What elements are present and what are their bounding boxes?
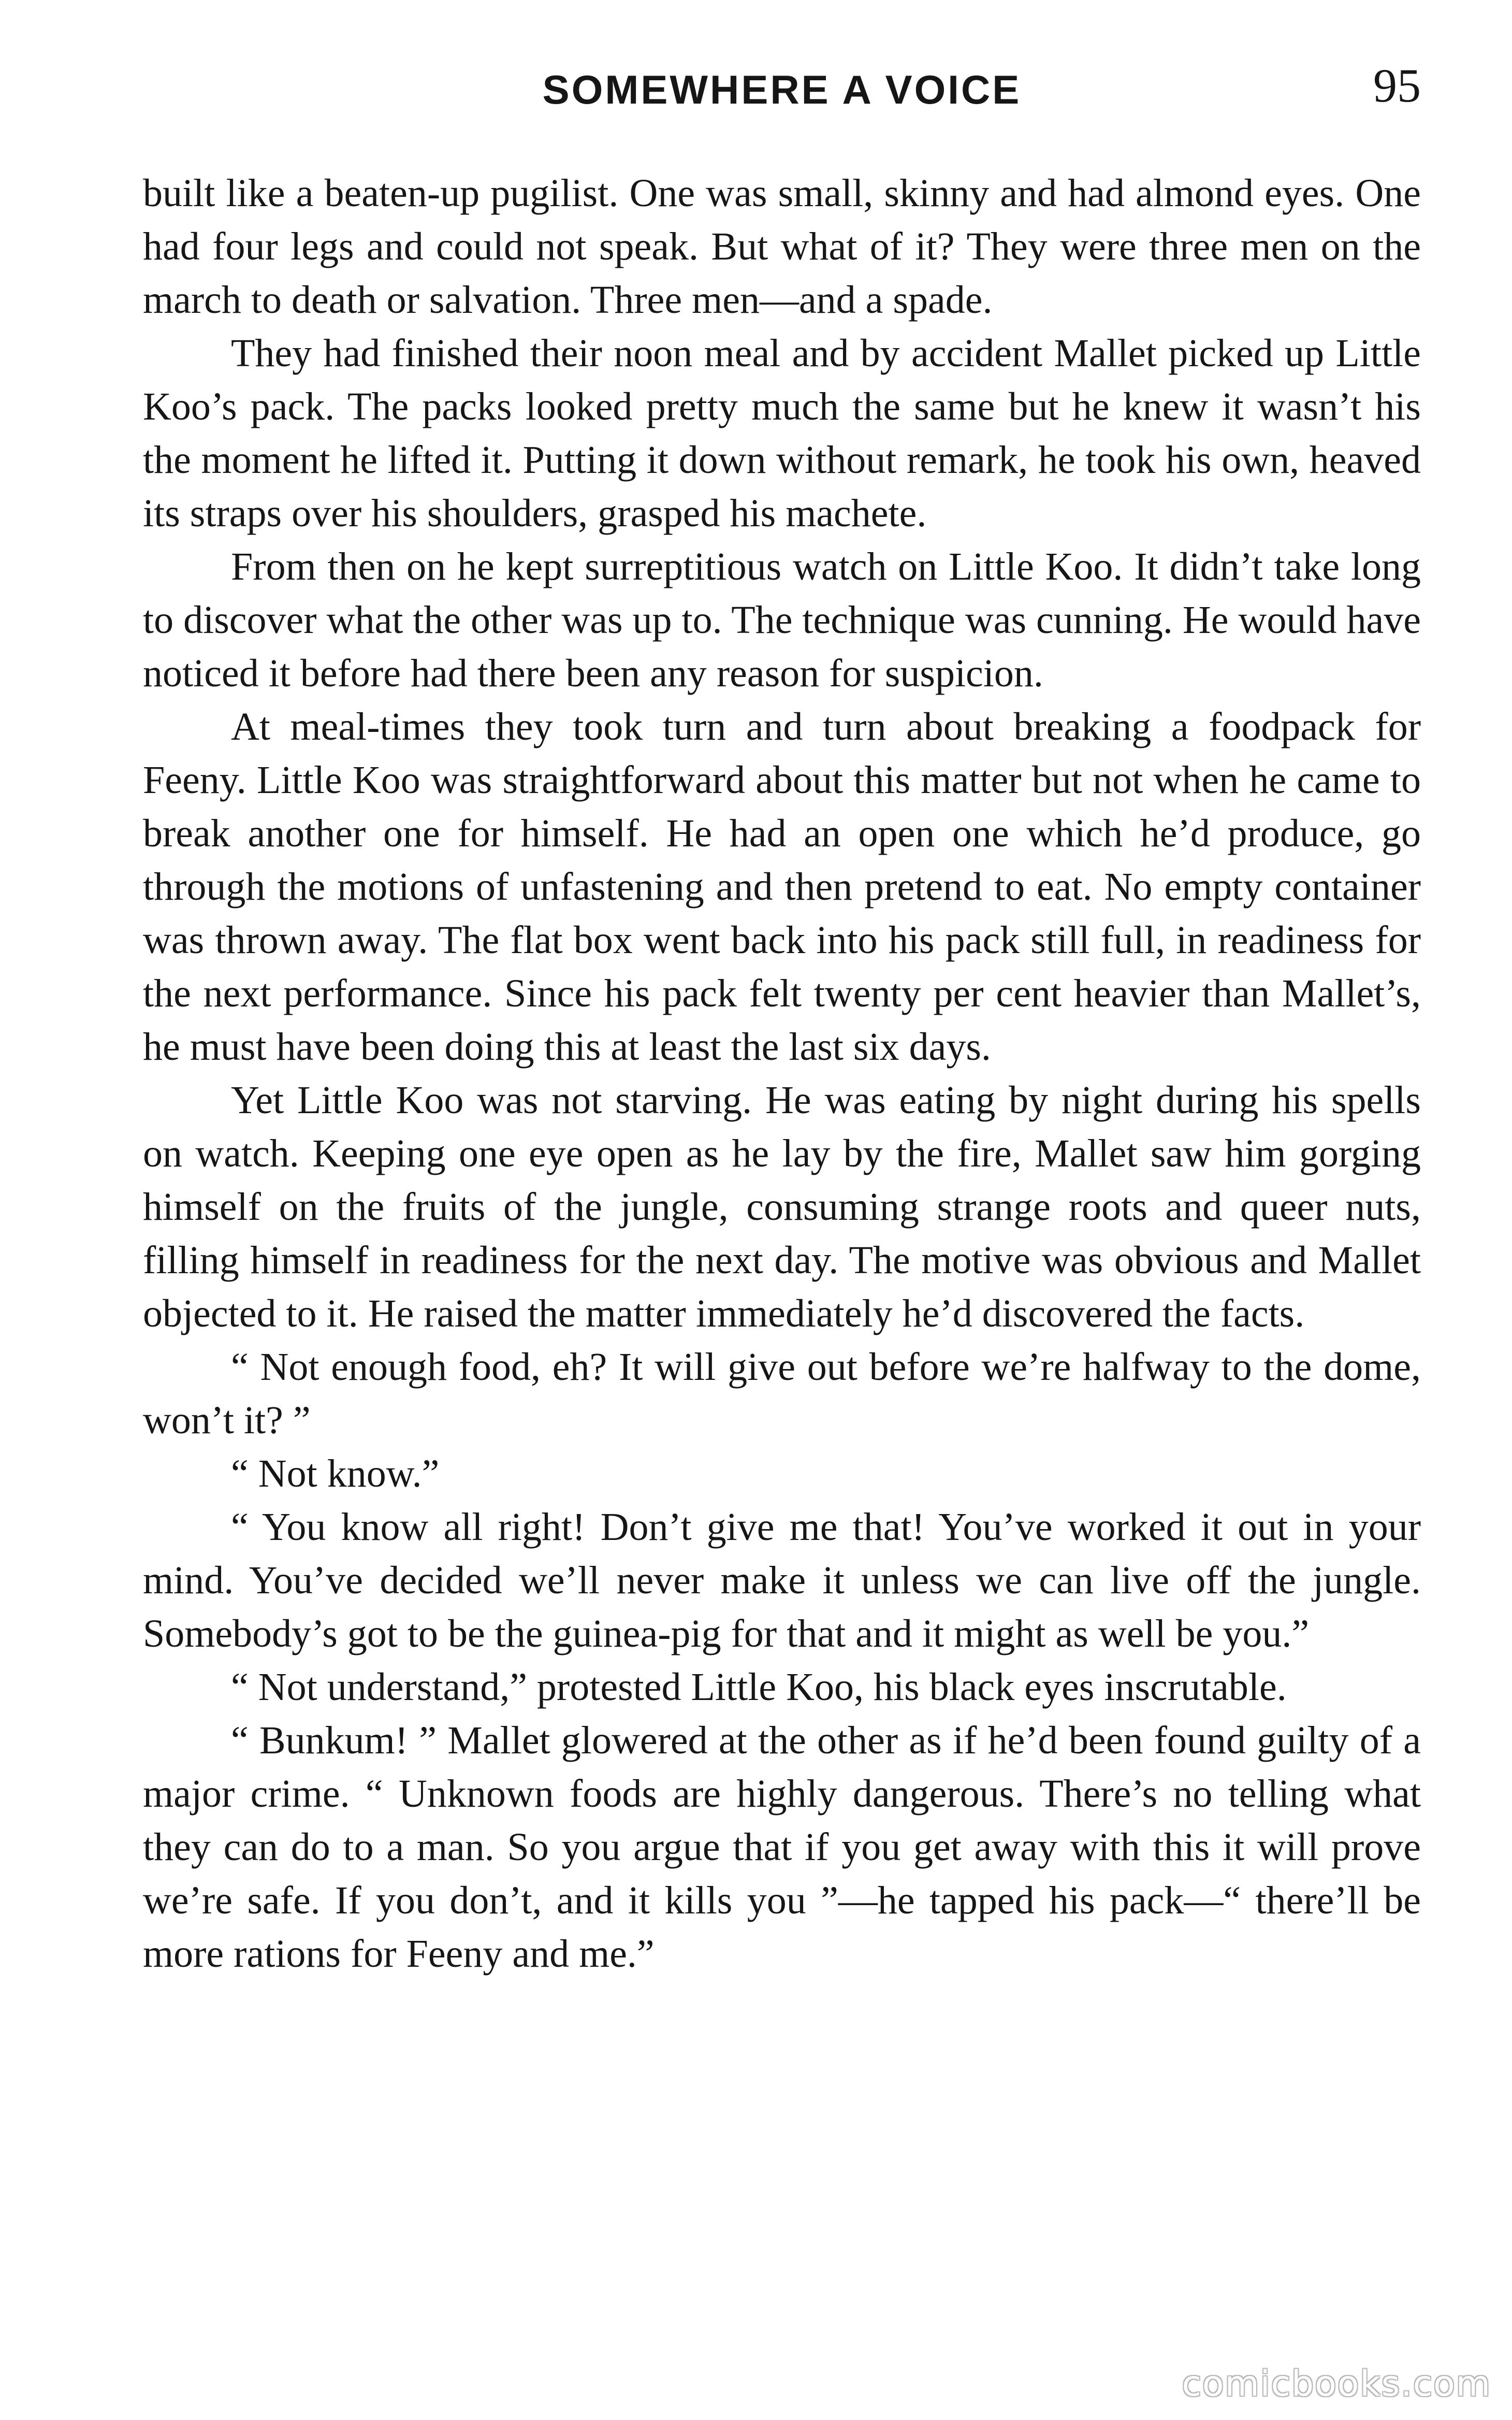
paragraph-9: “ Not understand,” protested Little Koo, his black eyes inscrutable.	[231, 1665, 1287, 1709]
page-header	[143, 58, 1421, 131]
paragraph-6: “ Not enough food, eh? It will give out before we’re halfway to the dome, won’t it? ”	[143, 1345, 1421, 1442]
paragraph-5: Yet Little Koo was not starving. He was eating by night during his spells on watch. Keeping one eye open as he lay by the fire, Mallet saw him gorging himself on the fruits of the jungle, consuming strange roots and queer nuts, filling himself in readiness for the next day. The motive was obvious and Mallet objected to it. He raised the matter immediately he’d discovered the facts.	[143, 1078, 1421, 1335]
running-head: SOMEWHERE A VOICE	[542, 67, 1022, 112]
page-number: 95	[1373, 59, 1421, 112]
paragraph-10: “ Bunkum! ” Mallet glowered at the other as if he’d been found guilty of a major crime. “ Unknown foods are highly dangerous. There’s no telling what they can do to a man. So you argue that if you get away with this it will prove we’re safe. If you don’t, and it kills you ”—he tapped his pack—“ there’ll be more rations for Feeny and me.”	[143, 1719, 1421, 1976]
paragraph-7: “ Not know.”	[231, 1452, 440, 1495]
paragraph-3: From then on he kept surreptitious watch on Little Koo. It didn’t take long to discover what the other was up to. The technique was cunning. He would have noticed it before had there been any reason for suspicion.	[143, 545, 1421, 695]
paragraph-4: At meal-times they took turn and turn about breaking a foodpack for Feeny. Little Koo was straightforward about this matter but not when he came to break another one for himself. He had an open one which he’d produce, go through the motions of unfastening and then pretend to eat. No empty container was thrown away. The flat box went back into his pack still full, in readiness for the next performance. Since his pack felt twenty per cent heavier than Mallet’s, he must have been doing this at least the last six days.	[143, 705, 1421, 1069]
paragraph-2: They had finished their noon meal and by accident Mallet picked up Little Koo’s pack. The packs looked pretty much the same but he knew it wasn’t his the moment he lifted it. Putting it down without remark, he took his own, heaved its straps over his shoulders, grasped his machete.	[143, 332, 1421, 535]
body-text	[143, 167, 1421, 1981]
paragraph-1: built like a beaten-up pugilist. One was small, skinny and had almond eyes. One had four legs and could not speak. But what of it? They were three men on the march to death or salvation. Three men—and a spade.	[143, 171, 1421, 322]
watermark-logo: comicbooks.com	[1182, 2364, 1491, 2404]
paragraph-8: “ You know all right! Don’t give me that! You’ve worked it out in your mind. You’ve decided we’ll never make it unless we can live off the jungle. Somebody’s got to be the guinea-pig for that and it might as well be you.”	[143, 1505, 1421, 1655]
